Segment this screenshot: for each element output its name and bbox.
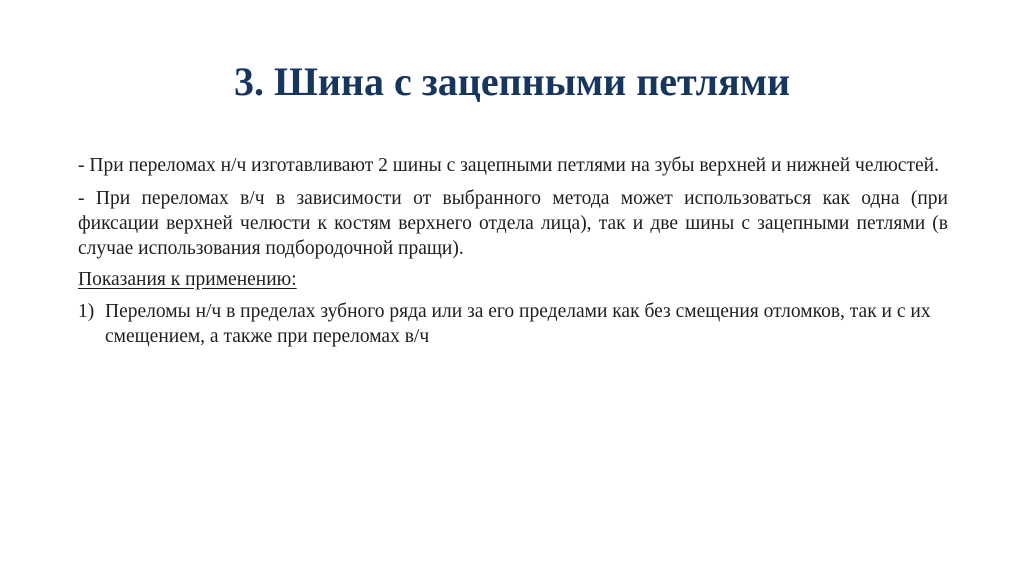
paragraph-upper-jaw: - При переломах в/ч в зависимости от выбранного метода может использоваться как одна (при фиксации верхней челюсти к костям верхнего отдела лица), так и две шины с зацепными петлями (в случае использования подбородочной пращи). <box>78 188 948 259</box>
indication-text: Переломы н/ч в пределах зубного ряда или за его пределами как без смещения отломков, так и с их смещением, а также при переломах в/ч <box>105 301 931 347</box>
slide-body <box>78 153 948 349</box>
indication-item <box>78 299 948 349</box>
slide-title: 3. Шина с зацепными петлями <box>233 59 791 104</box>
indication-number: 1) <box>78 301 95 322</box>
indications-heading: Показания к применению: <box>78 269 297 290</box>
paragraph-lower-jaw: - При переломах н/ч изготавливают 2 шины с зацепными петлями на зубы верхней и нижней челюстей. <box>78 155 939 176</box>
